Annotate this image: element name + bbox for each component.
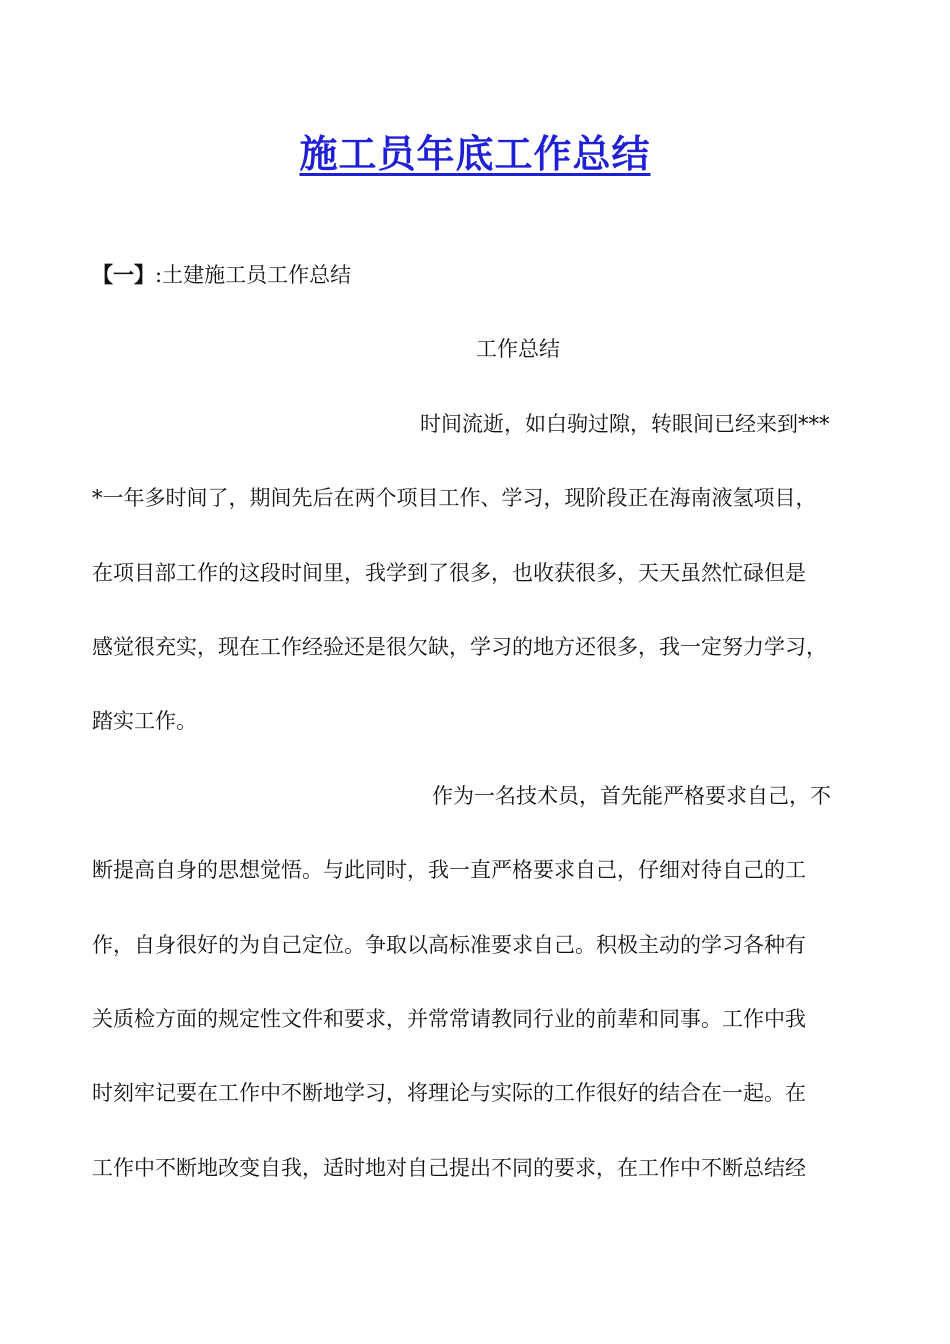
paragraph1-line: 踏实工作。 [92,709,197,733]
section-heading-text: :土建施工员工作总结 [155,263,352,287]
paragraph1-line: 时间流逝，如白驹过隙，转眼间已经来到*** [420,412,830,436]
section-marker: 【一】 [92,262,155,287]
paragraph2-line: 时刻牢记要在工作中不断地学习，将理论与实际的工作很好的结合在一起。在 [92,1081,806,1105]
paragraph2-line: 断提高自身的思想觉悟。与此同时，我一直严格要求自己，仔细对待自己的工 [92,858,806,882]
paragraph2-line: 作为一名技术员，首先能严格要求自己，不 [432,784,831,808]
paragraph1-line: 感觉很充实，现在工作经验还是很欠缺，学习的地方还很多，我一定努力学习， [92,635,827,659]
paragraph2-line: 工作中不断地改变自我，适时地对自己提出不同的要求，在工作中不断总结经 [92,1156,806,1180]
document-title[interactable]: 施工员年底工作总结 [299,131,651,176]
paragraph1-line: *一年多时间了，期间先后在两个项目工作、学习，现阶段正在海南液氢项目， [92,486,817,510]
subheading: 工作总结 [476,337,560,361]
paragraph1-line: 在项目部工作的这段时间里，我学到了很多，也收获很多，天天虽然忙碌但是 [92,561,806,585]
paragraph2-line: 关质检方面的规定性文件和要求，并常常请教同行业的前辈和同事。工作中我 [92,1007,806,1031]
paragraph2-line: 作，自身很好的为自己定位。争取以高标准要求自己。积极主动的学习各种有 [92,933,806,957]
section-heading [92,260,351,290]
